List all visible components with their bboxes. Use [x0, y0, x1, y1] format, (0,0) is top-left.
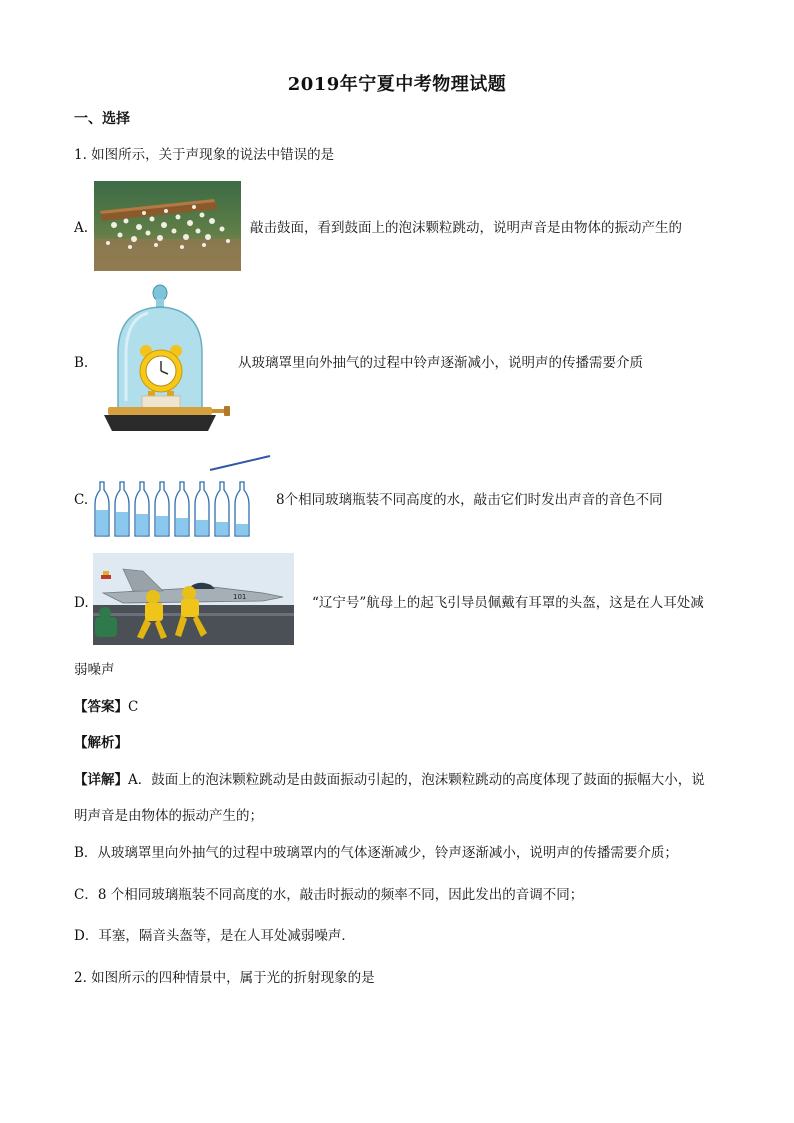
detail-text-a: A．鼓面上的泡沫颗粒跳动是由鼓面振动引起的，泡沫颗粒跳动的高度体现了鼓面的振幅大小，说 [128, 772, 705, 788]
analysis-label: 【解析】 [74, 735, 128, 751]
option-b-letter: B. [74, 355, 89, 371]
drum-foam-figure [94, 181, 241, 271]
answer-value: C [128, 699, 139, 715]
bell-jar-figure [104, 283, 234, 438]
option-c-letter: C. [74, 492, 89, 508]
option-b-text: 从玻璃罩里向外抽气的过程中铃声逐渐减小，说明声的传播需要介质 [238, 355, 643, 371]
option-d-text-continued: 弱噪声 [74, 662, 115, 678]
detail-line-3: B．从玻璃罩里向外抽气的过程中玻璃罩内的气体逐渐减少，铃声逐渐减小，说明声的传播需要介质； [74, 845, 678, 861]
detail-label: 【详解】 [74, 772, 128, 788]
detail-line-1 [74, 770, 705, 790]
carrier-deck-illustration [93, 553, 294, 645]
bell-jar-illustration [104, 283, 234, 438]
drum-foam-illustration [94, 181, 241, 271]
question-2-stem: 2. 如图所示的四种情景中，属于光的折射现象的是 [74, 970, 375, 986]
section-heading: 一、选择 [74, 111, 130, 127]
answer-label: 【答案】 [74, 699, 128, 715]
water-bottles-figure [92, 452, 272, 540]
detail-line-2: 明声音是由物体的振动产生的； [74, 808, 263, 824]
carrier-deck-figure [93, 553, 294, 645]
option-a-letter: A. [74, 220, 89, 236]
detail-line-4: C．8 个相同玻璃瓶装不同高度的水，敲击时振动的频率不同，因此发出的音调不同； [74, 887, 584, 903]
page-title: 2019年宁夏中考物理试题 [287, 74, 507, 95]
question-1-stem: 1. 如图所示，关于声现象的说法中错误的是 [74, 147, 335, 163]
option-d-letter: D. [74, 595, 89, 611]
detail-line-5: D．耳塞，隔音头盔等，是在人耳处减弱噪声． [74, 928, 355, 944]
option-d-text: “辽宁号”航母上的起飞引导员佩戴有耳罩的头盔，这是在人耳处减 [312, 595, 704, 611]
option-a-text: 敲击鼓面，看到鼓面上的泡沫颗粒跳动，说明声音是由物体的振动产生的 [250, 220, 682, 236]
jet-marking: 101 [233, 593, 247, 601]
water-bottles-illustration [92, 452, 272, 540]
answer-line [74, 697, 138, 717]
option-c-text: 8个相同玻璃瓶装不同高度的水，敲击它们时发出声音的音色不同 [276, 492, 663, 508]
